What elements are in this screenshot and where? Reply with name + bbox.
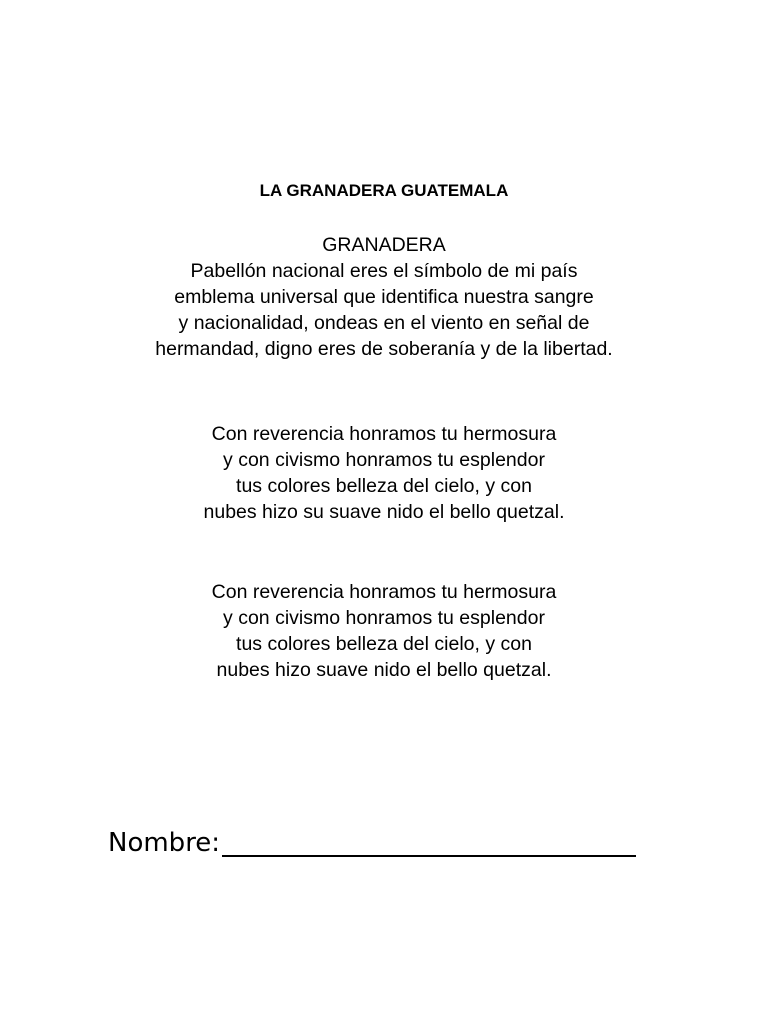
verse-line: emblema universal que identifica nuestra sangre xyxy=(174,286,594,308)
verse-line: y nacionalidad, ondeas en el viento en señal de xyxy=(178,312,590,334)
stanza-2 xyxy=(0,421,768,525)
stanza-1 xyxy=(0,232,768,362)
verse-line: y con civismo honramos tu esplendor xyxy=(223,607,545,629)
verse-line: nubes hizo su suave nido el bello quetzal. xyxy=(203,501,565,523)
name-field xyxy=(108,824,648,864)
verse-line: tus colores belleza del cielo, y con xyxy=(236,633,532,655)
verse-line: y con civismo honramos tu esplendor xyxy=(223,449,545,471)
name-label: Nombre: xyxy=(108,828,221,858)
verse-line: tus colores belleza del cielo, y con xyxy=(236,475,532,497)
verse-line: hermandad, digno eres de soberanía y de la libertad. xyxy=(155,338,613,360)
verse-line: Pabellón nacional eres el símbolo de mi país xyxy=(190,260,578,282)
name-blank-line[interactable] xyxy=(222,825,636,857)
verse-line: nubes hizo suave nido el bello quetzal. xyxy=(216,659,552,681)
stanza-3 xyxy=(0,579,768,683)
verse-line: Con reverencia honramos tu hermosura xyxy=(211,423,557,445)
stanza-heading: GRANADERA xyxy=(322,234,446,256)
document-title: LA GRANADERA GUATEMALA xyxy=(259,181,509,200)
verse-line: Con reverencia honramos tu hermosura xyxy=(211,581,557,603)
